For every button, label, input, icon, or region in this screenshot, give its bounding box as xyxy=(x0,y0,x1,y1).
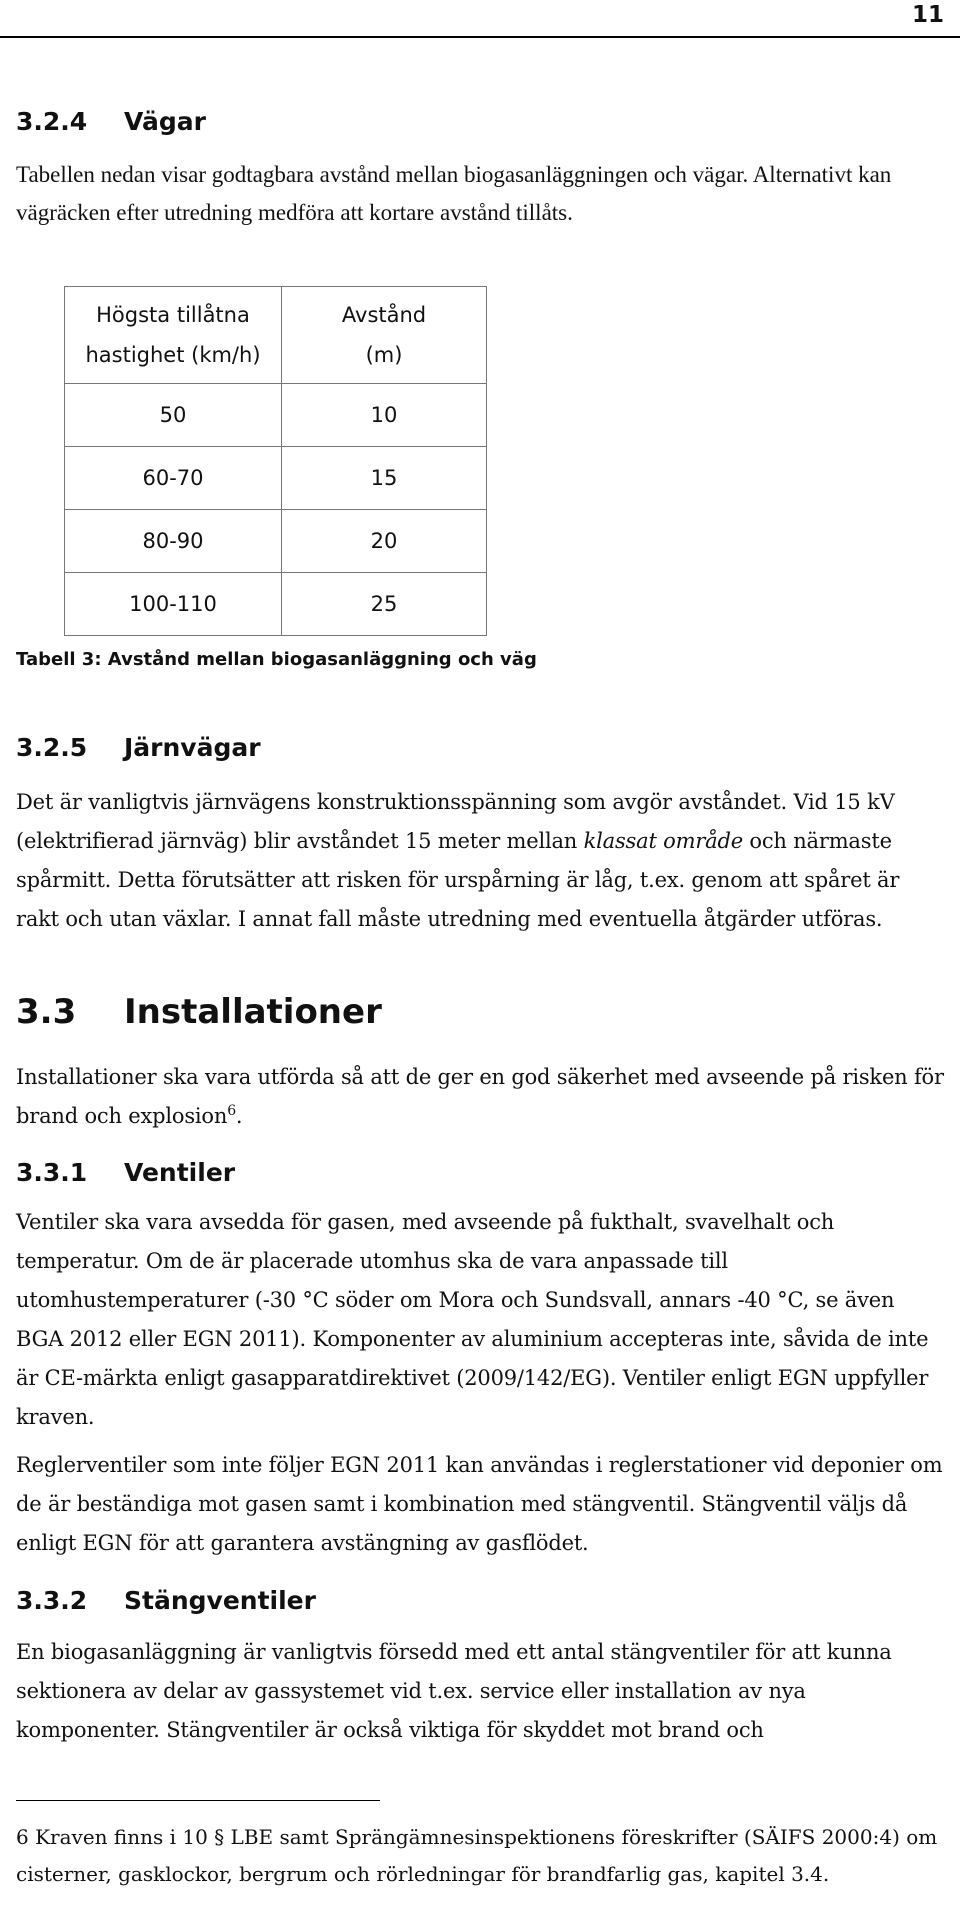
heading-3-3 xyxy=(16,992,382,1032)
table-row xyxy=(65,573,487,636)
heading-title: Stängventiler xyxy=(124,1586,316,1615)
header-distance-line2: (m) xyxy=(365,343,403,367)
heading-number: 3.3.2 xyxy=(16,1586,88,1615)
heading-number: 3.2.4 xyxy=(16,107,88,136)
emphasis-klassat-omrade: klassat område xyxy=(583,829,743,853)
header-speed xyxy=(65,287,282,384)
header-speed-line2: hastighet (km/h) xyxy=(85,343,261,367)
heading-3-3-1 xyxy=(16,1158,235,1187)
heading-title: Ventiler xyxy=(124,1158,236,1187)
text-segment: Installationer ska vara utförda så att de ger en god säkerhet med avseende på risken för brand och explosion xyxy=(16,1065,944,1128)
table-row xyxy=(65,447,487,510)
distance-table xyxy=(64,286,487,636)
footnote-reference: 6 xyxy=(227,1103,236,1119)
cell-distance: 20 xyxy=(282,510,487,573)
table-row xyxy=(65,510,487,573)
cell-speed: 60-70 xyxy=(65,447,282,510)
text-segment: och närmaste spårmitt. Detta förutsätter att risken för urspårning är låg, t.ex. genom att spåret är rakt och utan växlar. I annat fall måste utredning med eventuella åtgärder utföras. xyxy=(16,829,900,931)
header-distance-line1: Avstånd xyxy=(341,303,427,327)
page-header xyxy=(0,0,960,38)
heading-3-3-2 xyxy=(16,1586,316,1615)
text-segment: Det är vanligtvis järnvägens konstruktionsspänning som avgör avståndet. Vid 15 kV (elektrifierad järnväg) blir avståndet 15 meter mellan xyxy=(16,790,895,853)
table-caption: Tabell 3: Avstånd mellan biogasanläggning och väg xyxy=(16,649,537,670)
heading-3-2-5 xyxy=(16,733,261,762)
header-distance xyxy=(282,287,487,384)
footnote-divider xyxy=(16,1800,380,1801)
footnote-text: Kraven finns i 10 § LBE samt Sprängämnesinspektionens föreskrifter (SÄIFS 2000:4) om cisterner, gasklockor, bergrum och rörledningar för brandfarlig gas, kapitel 3.4. xyxy=(16,1825,938,1886)
paragraph-ventiler-2: Reglerventiler som inte följer EGN 2011 kan användas i reglerstationer vid deponier om de är beständiga mot gasen samt i kombination med stängventil. Stängventil väljs då enligt EGN för att garantera avstängning av gasflödet. xyxy=(16,1453,943,1555)
header-speed-line1: Högsta tillåtna xyxy=(96,303,250,327)
table-header-row xyxy=(65,287,487,384)
footnote xyxy=(16,1819,946,1893)
heading-number: 3.3 xyxy=(16,992,77,1032)
footnote-mark: 6 xyxy=(16,1825,29,1849)
paragraph-stangventiler: En biogasanläggning är vanligtvis försedd med ett antal stängventiler för att kunna sektionera av delar av gassystemet vid t.ex. service eller installation av nya komponenter. Stängventiler är också viktiga för skyddet mot brand och xyxy=(16,1640,892,1742)
text-segment: . xyxy=(235,1104,243,1128)
cell-distance: 25 xyxy=(282,573,487,636)
cell-distance: 10 xyxy=(282,384,487,447)
paragraph-ventiler-1: Ventiler ska vara avsedda för gasen, med avseende på fukthalt, svavelhalt och temperatur. Om de är placerade utomhus ska de vara anpassade till utomhustemperaturer (-30 °C söder om Mora och Sundsvall, annars -40 °C, se även BGA 2012 eller EGN 2011). Komponenter av aluminium accepteras inte, såvida de inte är CE-märkta enligt gasapparatdirektivet (2009/142/EG). Ventiler enligt EGN uppfyller kraven. xyxy=(16,1210,929,1429)
heading-title: Järnvägar xyxy=(124,733,261,762)
heading-3-2-4 xyxy=(16,107,206,136)
cell-distance: 15 xyxy=(282,447,487,510)
page-number: 11 xyxy=(911,2,944,28)
paragraph-jarnvagar xyxy=(16,783,946,939)
heading-number: 3.3.1 xyxy=(16,1158,88,1187)
paragraph-vagar: Tabellen nedan visar godtagbara avstånd mellan biogasanläggningen och vägar. Alternativt kan vägräcken efter utredning medföra att kortare avstånd tillåts. xyxy=(16,162,892,225)
cell-speed: 50 xyxy=(65,384,282,447)
heading-title: Installationer xyxy=(124,992,382,1032)
heading-title: Vägar xyxy=(124,107,206,136)
table-row xyxy=(65,384,487,447)
heading-number: 3.2.5 xyxy=(16,733,88,762)
paragraph-installationer xyxy=(16,1058,946,1136)
cell-speed: 100-110 xyxy=(65,573,282,636)
cell-speed: 80-90 xyxy=(65,510,282,573)
